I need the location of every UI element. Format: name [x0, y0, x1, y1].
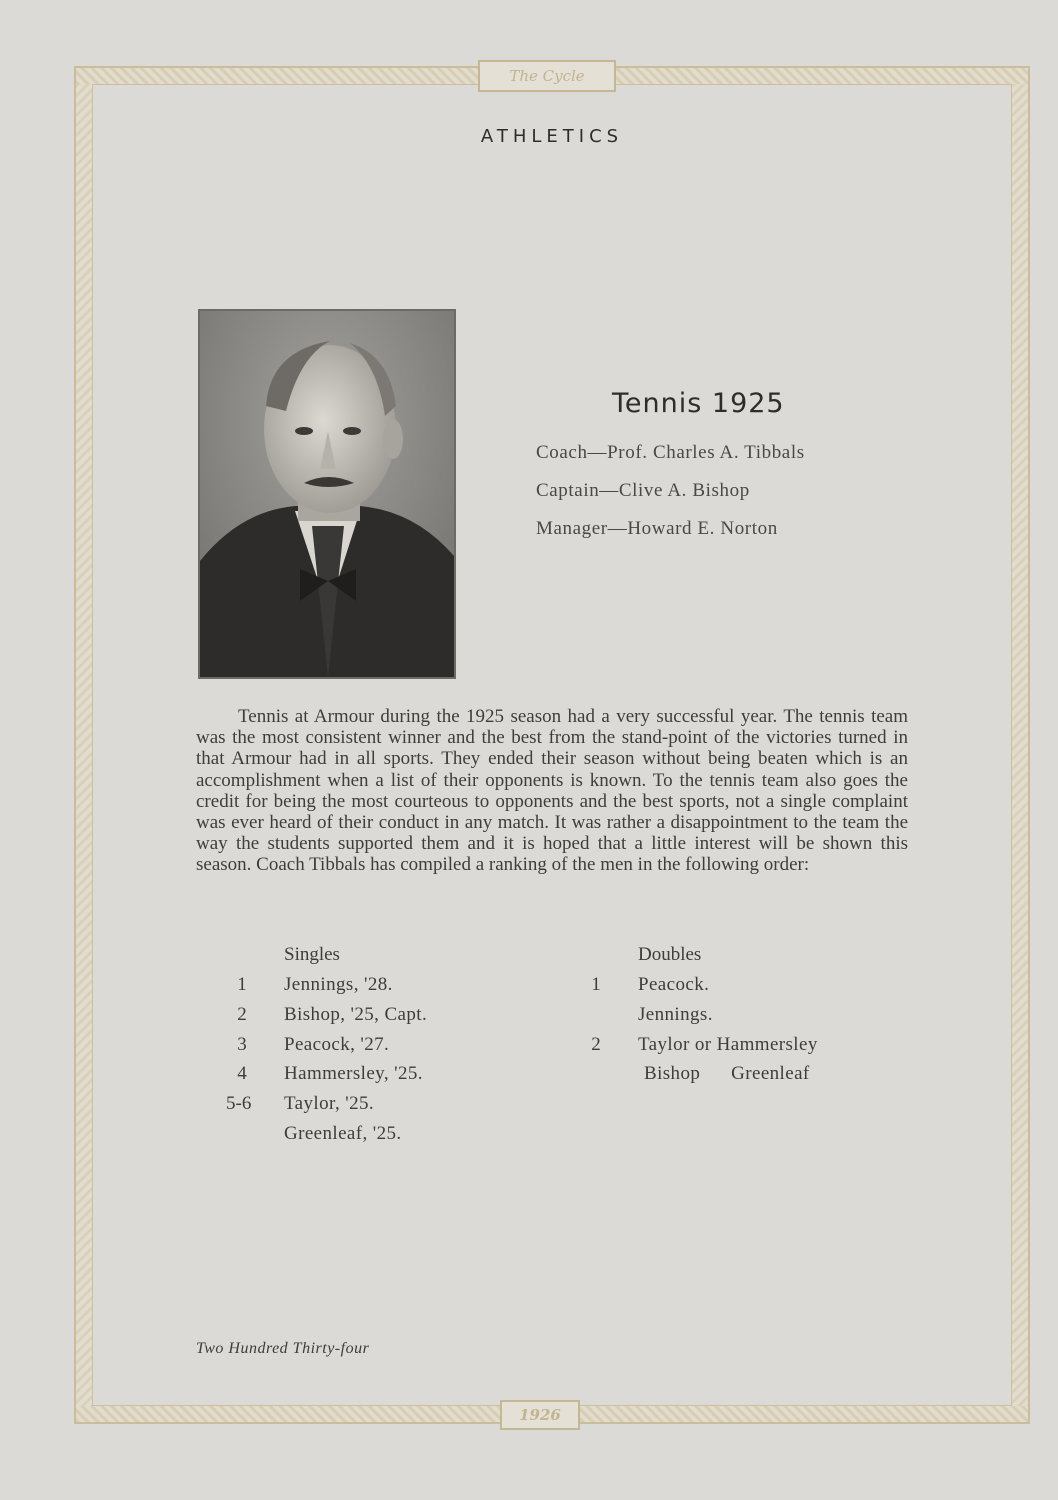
singles-rank: 2 [237, 1004, 247, 1025]
section-heading: ATHLETICS [480, 126, 624, 147]
doubles-player: Jennings. [638, 1004, 713, 1025]
article-title: Tennis 1925 [612, 388, 785, 419]
singles-player: Hammersley, '25. [284, 1063, 423, 1084]
staff-manager: Manager—Howard E. Norton [536, 518, 778, 539]
singles-player: Jennings, '28. [284, 974, 393, 995]
page-number: Two Hundred Thirty-four [196, 1340, 370, 1357]
header-cartouche: The Cycle [478, 60, 616, 92]
doubles-player: Bishop Greenleaf [644, 1063, 810, 1084]
article-body: Tennis at Armour during the 1925 season had a very successful year. The tennis team was the most consistent winner and the best from the stand-point of the victories turned in that Armour had in all sports. They ended their season without being beaten which is an accomplishment when a list of their opponents is known. To the tennis team also goes the credit for being the most courteous to opponents and the best sports, not a single complaint was ever heard of their conduct in any match. It was rather a disappointment to the team the way the students supported them and it is hoped that a little interest will be shown this season. Coach Tibbals has compiled a ranking of the men in the following order: [196, 706, 908, 876]
singles-rank: 3 [237, 1034, 247, 1055]
doubles-heading: Doubles [638, 944, 702, 965]
singles-player: Peacock, '27. [284, 1034, 390, 1055]
doubles-player: Taylor or Hammersley [638, 1034, 818, 1055]
singles-rank: 4 [237, 1063, 247, 1084]
doubles-player: Peacock. [638, 974, 710, 995]
singles-player: Taylor, '25. [284, 1093, 375, 1114]
singles-heading: Singles [284, 944, 340, 965]
staff-captain: Captain—Clive A. Bishop [536, 480, 750, 501]
doubles-rank: 2 [591, 1034, 601, 1055]
staff-coach: Coach—Prof. Charles A. Tibbals [536, 442, 805, 463]
singles-player: Greenleaf, '25. [284, 1123, 402, 1144]
doubles-rank: 1 [591, 974, 601, 995]
coach-portrait-photo [198, 309, 456, 679]
singles-rank: 5-6 [226, 1093, 252, 1114]
singles-rank: 1 [237, 974, 247, 995]
singles-player: Bishop, '25, Capt. [284, 1004, 428, 1025]
footer-cartouche: 1926 [500, 1400, 580, 1430]
